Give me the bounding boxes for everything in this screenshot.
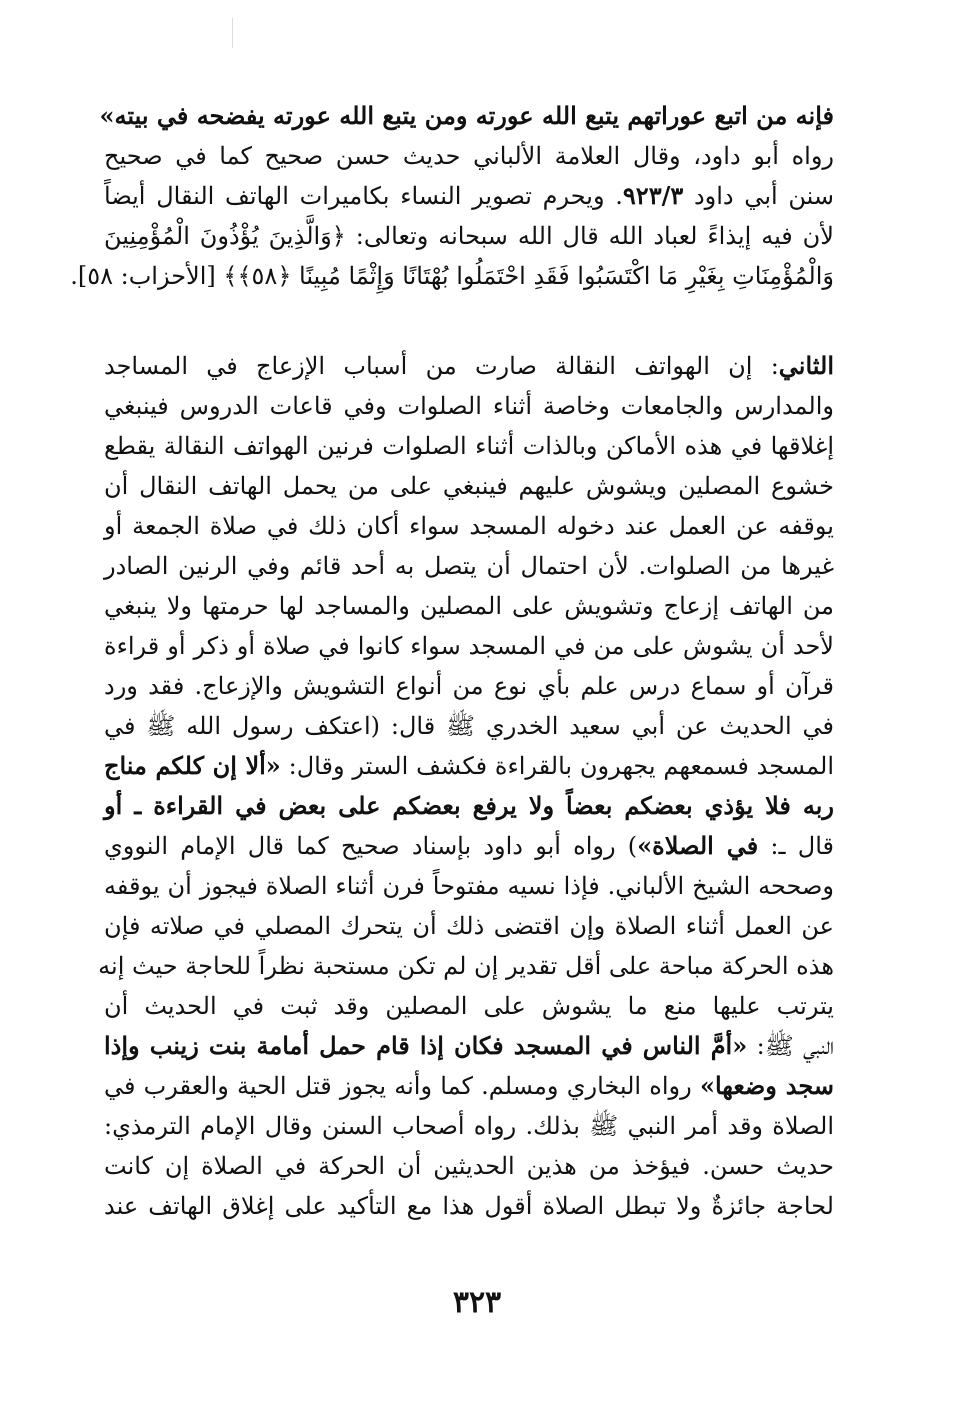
quran-verse: ﴿وَالَّذِينَ يُؤْذُونَ الْمُؤْمِنِينَ: [104, 222, 346, 250]
text-line: هذه الحركة مباحة على أقل تقدير إن لم تكن مستحبة نظراً للحاجة حيث إنه: [98, 952, 834, 980]
paragraph-mobile-phones: [98, 346, 834, 1226]
text-run: رواه البخاري ومسلم. كما وأنه يجوز قتل الحية والعقرب في: [104, 1072, 700, 1100]
text-run: . ويحرم تصوير النساء بكاميرات الهاتف النقال أيضاً: [104, 182, 623, 210]
text-run: النبي ﷺ:: [747, 1032, 834, 1060]
hadith-quote: «ألا إن كلكم مناج: [104, 751, 281, 780]
text-line: والمدارس والجامعات وخاصة أثناء الصلوات وفي قاعات الدروس فينبغي: [104, 392, 834, 420]
text-line: [70, 256, 834, 296]
text-line: الصلاة وقد أمر النبي ﷺ بذلك. رواه أصحاب السنن وقال الإمام الترمذي:: [104, 1112, 834, 1140]
text-line: رواه أبو داود، وقال العلامة الألباني حديث حسن صحيح كما في صحيح: [104, 142, 834, 170]
text-line: [104, 1066, 834, 1106]
text-run: قال ـ:: [758, 832, 834, 860]
page-number: ٣٢٣: [452, 1285, 502, 1320]
text-line: خشوع المصلين ويشوش عليهم فينبغي على من يحمل الهاتف النقال أن: [104, 472, 834, 500]
text-run: لأن فيه إيذاءً لعباد الله قال الله سبحانه وتعالى:: [345, 222, 834, 250]
text-line: [104, 216, 834, 256]
text-run: : إن الهواتف النقالة صارت من أسباب الإزعاج في المساجد: [104, 352, 779, 380]
hadith-quote-line: ربه فلا يؤذي بعضكم بعضاً ولا يرفع بعضكم على بعض في القراءة ـ أو: [104, 791, 834, 820]
text-line: من الهاتف إزعاج وتشويش على المصلين والمساجد لها حرمتها ولا ينبغي: [104, 592, 834, 620]
quran-verse: وَالْمُؤْمِنَاتِ بِغَيْرِ مَا اكْتَسَبُوا فَقَدِ احْتَمَلُوا بُهْتَانًا وَإِثْمًا مُبِينًا ﴿٥٨﴾﴾: [223, 262, 834, 290]
text-line: في الحديث عن أبي سعيد الخدري ﷺ قال: (اعتكف رسول الله ﷺ في: [104, 712, 834, 740]
text-line: غيرها من الصلوات. لأن احتمال أن يتصل به أحد قائم وفي الرنين الصادر: [104, 552, 834, 580]
hadith-quote: سجد وضعها»: [699, 1071, 834, 1100]
text-line: يوقفه عن العمل عند دخوله المسجد سواء أكان ذلك في صلاة الجمعة أو: [104, 512, 834, 540]
text-line: لحاجة جائزةٌ ولا تبطل الصلاة أقول هذا مع التأكيد على إغلاق الهاتف عند: [104, 1192, 834, 1220]
text-line: [104, 1026, 834, 1066]
text-run: ) رواه أبو داود بإسناد صحيح كما قال الإمام النووي: [104, 832, 638, 860]
text-line: [104, 176, 834, 216]
text-line: يترتب عليها منع ما يشوش على المصلين وقد ثبت في الحديث أن: [104, 992, 834, 1020]
section-heading: الثاني: [778, 351, 834, 380]
reference-number: ٩٢٣/٣: [622, 181, 684, 210]
paragraph-hadith-quran: [70, 96, 835, 296]
text-line: قرآن أو سماع درس علم بأي نوع من أنواع التشويش والإزعاج. فقد ورد: [104, 672, 834, 700]
text-line: إغلاقها في هذه الأماكن وبالذات أثناء الصلوات فرنين الهواتف النقالة يقطع: [104, 432, 834, 460]
verse-reference: [الأحزاب: ٥٨].: [70, 262, 224, 290]
text-line: [104, 746, 834, 786]
text-run: المسجد فسمعهم يجهرون بالقراءة فكشف الستر وقال:: [280, 752, 834, 780]
scan-mark: [232, 18, 233, 48]
text-line: [104, 826, 834, 866]
text-line: حديث حسن. فيؤخذ من هذين الحديثين أن الحركة في الصلاة إن كانت: [104, 1152, 834, 1180]
hadith-quote: في الصلاة»: [637, 831, 759, 860]
text-line: فإنه من اتبع عوراتهم يتبع الله عورته ومن يتبع الله عورته يفضحه في بيته»: [99, 101, 834, 130]
text-run: سنن أبي داود: [683, 182, 835, 210]
hadith-quote: «أمَّ الناس في المسجد فكان إذا قام حمل أمامة بنت زينب وإذا: [104, 1031, 748, 1060]
text-line: وصححه الشيخ الألباني. فإذا نسيه مفتوحاً فرن أثناء الصلاة فيجوز أن يوقفه: [104, 872, 834, 900]
text-line: عن العمل أثناء الصلاة وإن اقتضى ذلك أن يتحرك المصلي في صلاته فإن: [104, 912, 834, 940]
text-line: لأحد أن يشوش على من في المسجد سواء كانوا في صلاة أو ذكر أو قراءة: [104, 632, 834, 660]
text-line: [104, 346, 834, 386]
